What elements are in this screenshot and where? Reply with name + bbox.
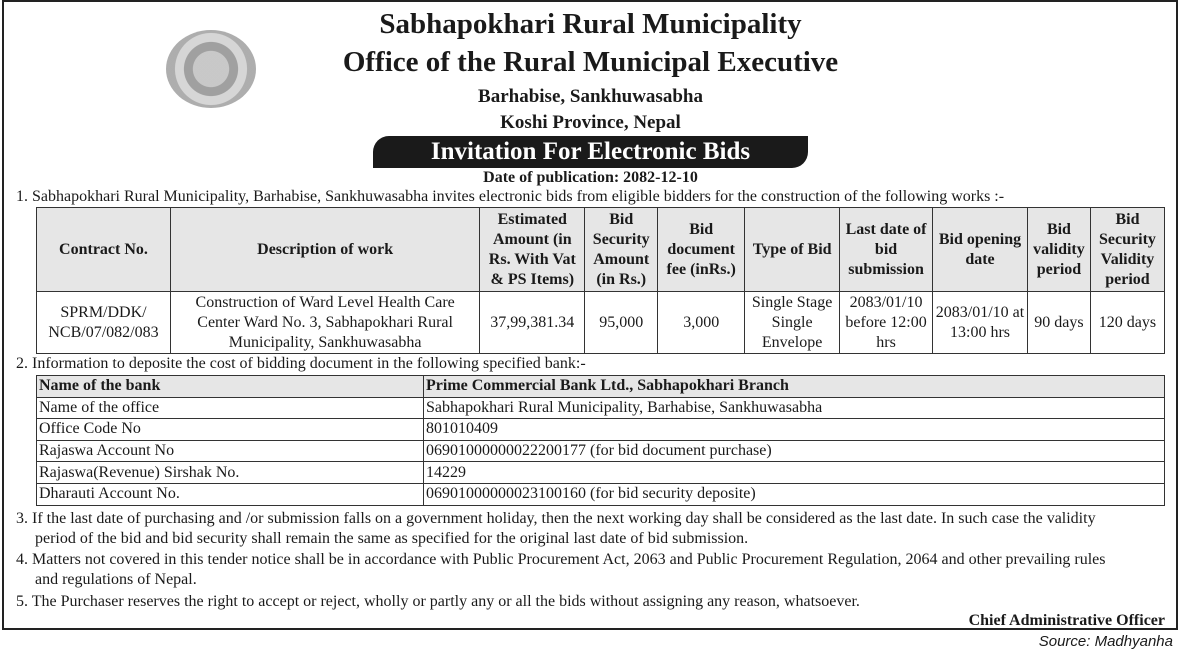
cell: Name of the office: [37, 397, 424, 419]
bank-table: [36, 375, 1165, 506]
address-line-1: Barhabise, Sankhuwasabha: [478, 86, 703, 107]
header-cell: Bid validity period: [1027, 208, 1090, 292]
cell: Office Code No: [37, 419, 424, 441]
item-5: 5. The Purchaser reserves the right to accept or reject, wholly or partly any or all the bids without assigning any reason, whatsoever.: [16, 593, 860, 610]
table-row: [37, 483, 1165, 505]
header-cell: Contract No.: [37, 208, 171, 292]
cell: 37,99,381.34: [480, 292, 585, 354]
header-cell: Description of work: [170, 208, 479, 292]
table-row: [37, 440, 1165, 462]
cell: 06901000000023100160 (for bid security deposite): [424, 483, 1165, 505]
cell: Dharauti Account No.: [37, 483, 424, 505]
cell: 3,000: [658, 292, 745, 354]
table-row: [37, 376, 1165, 398]
cell: Name of the bank: [37, 376, 424, 398]
source-credit: Source: Madhyanha: [1038, 633, 1173, 650]
cell: 90 days: [1027, 292, 1090, 354]
table-row: [37, 292, 1165, 354]
cell: 95,000: [585, 292, 658, 354]
cell: 120 days: [1090, 292, 1164, 354]
cell: 2083/01/10 at 13:00 hrs: [933, 292, 1028, 354]
cell: Rajaswa Account No: [37, 440, 424, 462]
address-line-2: Koshi Province, Nepal: [500, 112, 681, 133]
header-cell: Bid Security Amount (in Rs.): [585, 208, 658, 292]
header-cell: Bid document fee (inRs.): [658, 208, 745, 292]
item-2: 2. Information to deposite the cost of bidding document in the following specified bank:-: [16, 355, 586, 372]
header-cell: Bid Security Validity period: [1090, 208, 1164, 292]
item-1: 1. Sabhapokhari Rural Municipality, Barhabise, Sankhuwasabha invites electronic bids from eligible bidders for the construction of the following works :-: [16, 188, 1005, 205]
header-cell: Bid opening date: [933, 208, 1028, 292]
table-row: [37, 462, 1165, 484]
title-office: Office of the Rural Municipal Executive: [342, 46, 839, 78]
header-cell: Estimated Amount (in Rs. With Vat & PS Items): [480, 208, 585, 292]
works-header-row: [37, 208, 1165, 292]
cell: Prime Commercial Bank Ltd., Sabhapokhari Branch: [424, 376, 1165, 398]
cell: SPRM/DDK/ NCB/07/082/083: [37, 292, 171, 354]
title-municipality: Sabhapokhari Rural Municipality: [379, 8, 802, 40]
cell: Construction of Ward Level Health Care Center Ward No. 3, Sabhapokhari Rural Municipality, Sankhuwasabha: [170, 292, 479, 354]
cell: Sabhapokhari Rural Municipality, Barhabise, Sankhuwasabha: [424, 397, 1165, 419]
cell: Rajaswa(Revenue) Sirshak No.: [37, 462, 424, 484]
header-cell: Last date of bid submission: [840, 208, 933, 292]
cell: 14229: [424, 462, 1165, 484]
publication-date: Date of publication: 2082-12-10: [483, 169, 698, 186]
notice-banner: Invitation For Electronic Bids: [373, 136, 808, 168]
table-row: [37, 397, 1165, 419]
cell: 801010409: [424, 419, 1165, 441]
item-4-line-1: 4. Matters not covered in this tender notice shall be in accordance with Public Procurement Act, 2063 and Public Procurement Regulation, 2064 and other prevailing rules: [16, 551, 1106, 568]
cell: 06901000000022200177 (for bid document purchase): [424, 440, 1165, 462]
cell: 2083/01/10 before 12:00 hrs: [840, 292, 933, 354]
header-cell: Type of Bid: [745, 208, 840, 292]
table-row: [37, 419, 1165, 441]
item-3-line-1: 3. If the last date of purchasing and /or submission falls on a government holiday, then the next working day shall be considered as the last date. In such case the validity: [16, 510, 1096, 527]
works-table: [36, 207, 1165, 354]
item-4-line-2: and regulations of Nepal.: [35, 571, 197, 588]
signatory: Chief Administrative Officer: [968, 612, 1165, 629]
item-3-line-2: period of the bid and bid security shall remain the same as specified for the original last date of bid submission.: [35, 530, 749, 547]
cell: Single Stage Single Envelope: [745, 292, 840, 354]
